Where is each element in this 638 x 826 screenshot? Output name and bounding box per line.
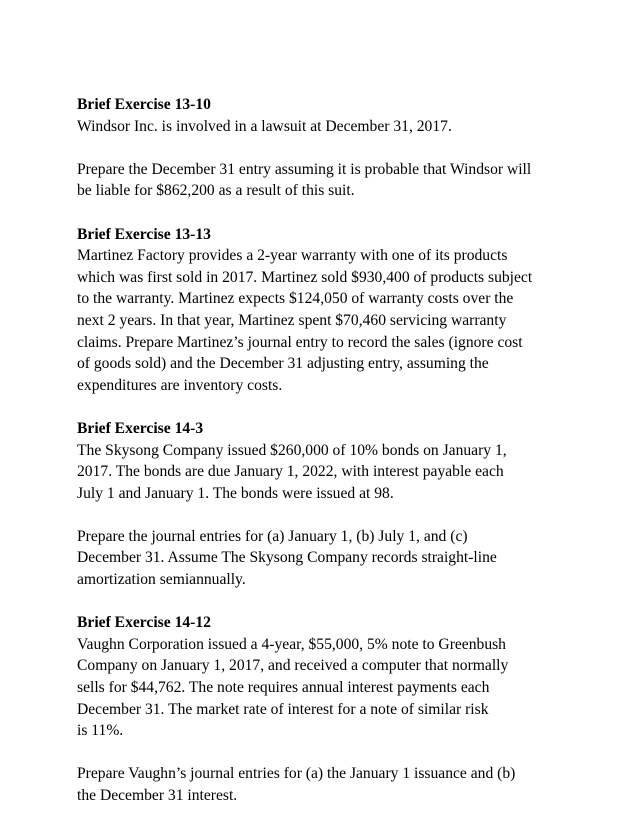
exercise-heading: Brief Exercise 14-12 [77,614,211,632]
text-line: claims. Prepare Martinez’s journal entry to record the sales (ignore cost [77,333,523,351]
exercise-heading: Brief Exercise 13-13 [77,225,211,243]
text-line: which was first sold in 2017. Martinez sold $930,400 of products subject [77,268,533,286]
text-line: next 2 years. In that year, Martinez spent $70,460 servicing warranty [77,311,507,329]
exercise-paragraph [77,526,597,591]
exercise-heading: Brief Exercise 13-10 [77,96,211,113]
text-line: The Skysong Company issued $260,000 of 10% bonds on January 1, [77,441,507,459]
text-line: to the warranty. Martinez expects $124,050 of warranty costs over the [77,290,514,308]
text-line: Prepare the December 31 entry assuming it is probable that Windsor will [77,160,532,178]
exercise-paragraph [77,634,597,742]
text-line: Prepare Vaughn’s journal entries for (a) the January 1 issuance and (b) [77,765,516,783]
text-line: amortization semiannually. [77,571,246,589]
exercise-13-13 [77,224,597,397]
exercise-13-10 [77,94,597,202]
text-line: July 1 and January 1. The bonds were issued at 98. [77,484,394,502]
exercise-paragraph [77,440,597,505]
text-line: is 11%. [77,722,124,740]
text-line: December 31. The market rate of interest for a note of similar risk [77,700,489,718]
document-page [77,94,597,807]
text-line: Martinez Factory provides a 2-year warranty with one of its products [77,247,508,265]
text-line: expenditures are inventory costs. [77,376,283,394]
exercise-heading: Brief Exercise 14-3 [77,419,204,437]
exercise-paragraph [77,116,597,138]
text-line: Vaughn Corporation issued a 4-year, $55,000, 5% note to Greenbush [77,635,506,653]
text-line: Prepare the journal entries for (a) January 1, (b) July 1, and (c) [77,527,468,545]
text-line: of goods sold) and the December 31 adjusting entry, assuming the [77,355,489,373]
exercise-paragraph [77,159,597,202]
text-line: be liable for $862,200 as a result of this suit. [77,182,355,200]
text-line: Company on January 1, 2017, and received a computer that normally [77,657,509,675]
exercise-14-3 [77,418,597,591]
exercise-paragraph [77,245,597,396]
text-line: December 31. Assume The Skysong Company records straight-line [77,549,497,567]
text-line: Windsor Inc. is involved in a lawsuit at December 31, 2017. [77,117,452,135]
text-line: the December 31 interest. [77,787,238,804]
text-line: sells for $44,762. The note requires annual interest payments each [77,679,490,697]
exercise-14-12 [77,612,597,806]
text-line: 2017. The bonds are due January 1, 2022, with interest payable each [77,463,504,481]
exercise-paragraph [77,763,597,806]
